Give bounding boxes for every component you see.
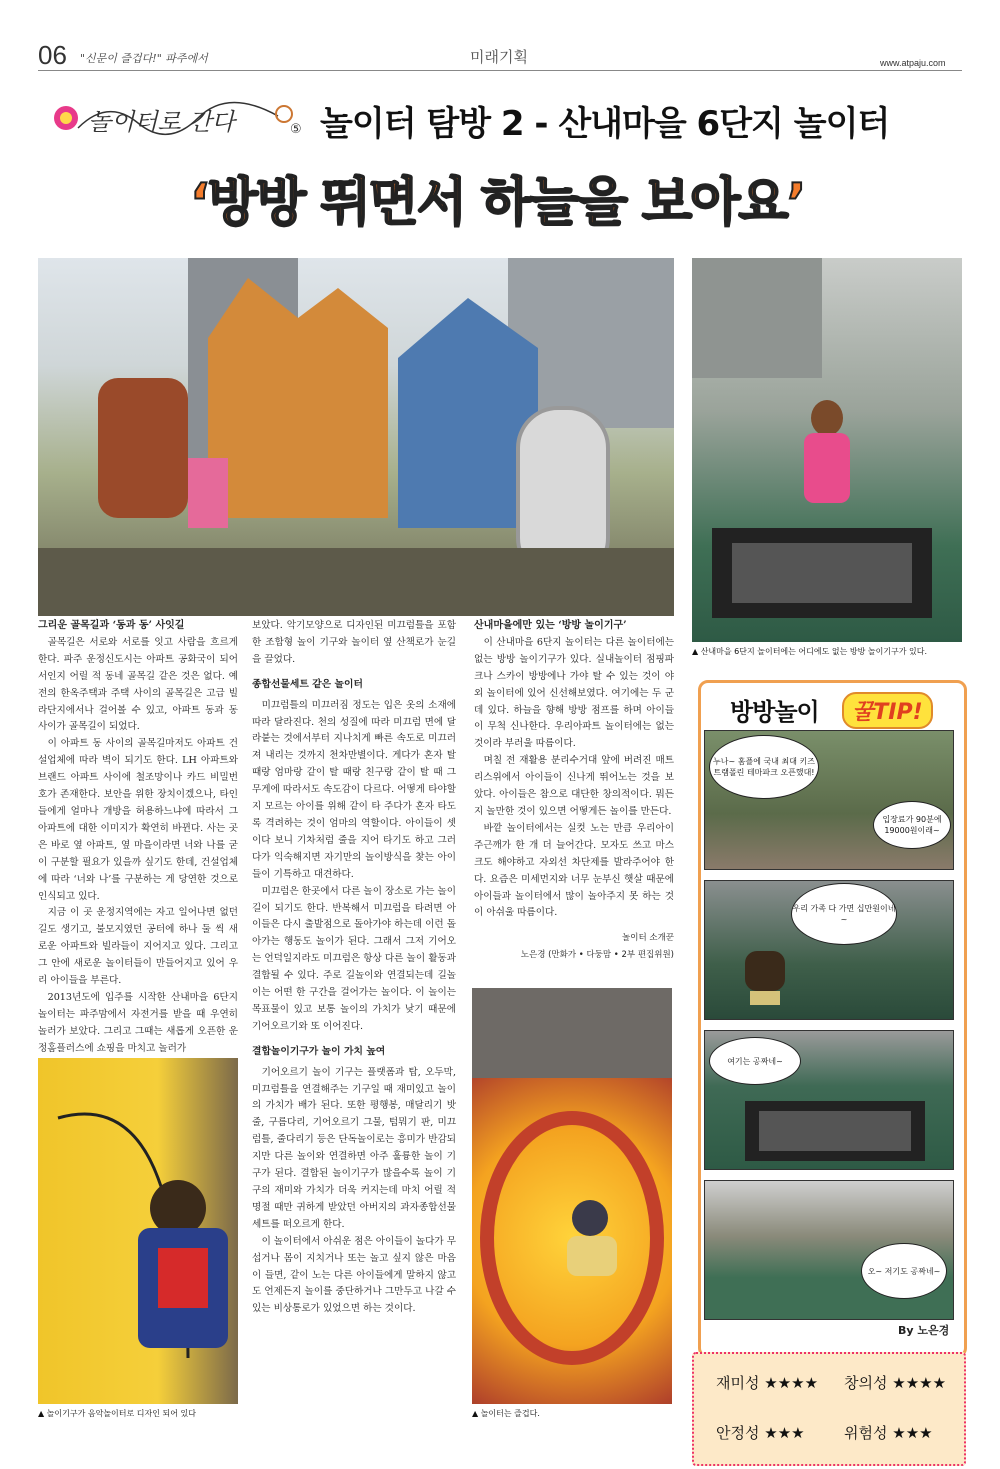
tip-photo-2 xyxy=(704,880,954,1020)
series-logo xyxy=(48,88,308,148)
rating-label: 재미성 xyxy=(716,1374,760,1392)
trampoline-icon xyxy=(745,1101,925,1161)
col2-paragraph: 이 놀이터에서 아쉬운 점은 아이들이 놀다가 무섭거나 몸이 지치거나 또는 놀고 싶지 않은 마음이 들면, 같이 노는 다른 아이들에게 말하지 않고도 언제든지 놀이를 중단하거나 그만두고 나갈 수 있는 비상통로가 있었으면 하는 것이다. xyxy=(252,1235,456,1315)
rating-box xyxy=(692,1352,966,1466)
col2-subheading: 종합선물세트 같은 놀이터 xyxy=(252,678,363,690)
column-1 xyxy=(38,618,238,1058)
series-title: 놀이터 탐방 2 - 산내마을 6단지 놀이터 xyxy=(320,104,890,144)
music-caption: ▲ 놀이기구가 음악놀이터로 디자인 되어 있다 xyxy=(38,1409,196,1418)
series-number: ⑤ xyxy=(290,122,302,137)
rating-fun xyxy=(716,1372,818,1393)
trampoline-caption: ▲ 산내마을 6단지 놀이터에는 어디에도 없는 방방 놀이기구가 있다. xyxy=(692,647,928,656)
col2-subheading: 결합놀이기구가 놀이 가치 높여 xyxy=(252,1045,386,1057)
col1-paragraph: 2013년도에 입주를 시작한 산내마을 6단지 놀이터는 파주맘에서 자전거를 받을 때 우연히 놀러가 보았다. 그리고 그때는 새롭게 오픈한 운정홈플러스에 쇼핑을 마치고 놀러가 xyxy=(38,991,238,1054)
speech-bubble: 입장료가 90분에 19000원이래~ xyxy=(873,801,951,849)
col3-paragraph: 며칠 전 재활용 분리수거대 앞에 버려진 매트리스위에서 아이들이 신나게 뛰어노는 것을 보았다. 아이들은 참으로 대단한 창의적이다. 뭐든지 놀만한 것이 있으면 어떻게든 놀이를 만든다. xyxy=(474,755,674,817)
tip-badge: 꿀TIP! xyxy=(842,692,933,729)
rocking-toy-icon xyxy=(735,941,795,1011)
tip-title: 방방놀이 xyxy=(730,698,819,726)
col2-paragraph: 미끄럼은 한곳에서 다른 놀이 장소로 가는 놀이 길이 되기도 한다. 반복해서 미끄럼을 타려면 아이들은 다시 출발점으로 돌아가야 하는데 이런 돌아가는 행동도 놀이가 된다. 그래서 그저 기어오는 언덕일지라도 미끄럼은 항상 다른 놀이 활동과 결합될 수 있다. 주로 길놀이와 연결되는데 길놀이는 어떤 한 구간을 걸어가는 놀이다. 이 놀이는 목표물이 있고 보통 놀이의 가치가 낮기 때문에 기어오르기와 또 이어진다. xyxy=(252,885,456,1032)
tunnel-photo xyxy=(472,988,672,1404)
col3-paragraph: 이 산내마을 6단지 놀이터는 다른 놀이터에는 없는 방방 놀이기구가 있다. 실내놀이터 점핑파크나 스카이 방방에나 가야 탈 수 있는 것이 야외 놀이터에 있어 신선해보였다. 여기에는 두 군데 있다. 하늘을 향해 방방 점프를 하며 아이들이 무척 신나한다. 우리아파트 놀이터에는 없는 것이라 부러울 따름이다. xyxy=(474,636,674,750)
col1-paragraph: 이 아파트 동 사이의 골목길마저도 아파트 건설업체에 따라 벽이 되기도 한다. LH 아파트와 브랜드 아파트 사이에 철조망이나 카드 비밀번호가 존재한다. 보안을 위한 장치이겠으나, 타인들에게 얼마나 개방을 허용하느냐에 따라서 그 아파트에 대한 이미지가 확연히 바뀐다. 사는 곳은 바로 옆 아파트, 옆 마을이라면 너와 나를 굳이 구분할 필요가 있을까 싶기도 한데, 건설업체에 따라 ‘너와 나’를 구분하는 게 당연한 것으로 인식되고 있다. xyxy=(38,738,238,902)
author-name: 노은경 (만화가 • 다둥맘 • 2부 편집위원) xyxy=(520,950,674,961)
rating-creativity xyxy=(844,1372,946,1393)
rating-stars: ★★★★ xyxy=(764,1374,819,1392)
rating-label: 안정성 xyxy=(716,1424,760,1442)
rating-stars: ★★★★ xyxy=(892,1374,947,1392)
tip-byline: By 노은경 xyxy=(898,1324,950,1337)
trampoline-photo xyxy=(692,258,962,642)
rating-label: 위험성 xyxy=(844,1424,888,1442)
headline: ‘방방 뛰면서 하늘을 보아요’ xyxy=(190,173,805,233)
rating-safety xyxy=(716,1422,805,1443)
col1-paragraph: 골목길은 서로와 서로를 잇고 사람을 흐르게 한다. 파주 운정신도시는 아파트 공화국이 되어서인지 어릴 적 동네 골목길 같은 것은 없다. 예전의 한옥주택과 주택 사이의 골목길은 고급 빌라단지에서나 걸어볼 수 있고, 아파트 동과 동 사이가 골목길이 되었다. xyxy=(38,636,238,733)
rating-risk xyxy=(844,1422,933,1443)
col1-title: 그리운 골목길과 ‘동과 동’ 사잇길 xyxy=(38,620,185,631)
tip-photo-4 xyxy=(704,1180,954,1320)
column-2 xyxy=(252,618,456,1318)
logo-text: 놀이터로 간다 xyxy=(88,108,235,136)
speech-bubble: 오~ 저기도 공짜네~ xyxy=(861,1243,947,1299)
speech-bubble: 누나~ 홈플에 국내 최대 키즈 트램폴린 테마파크 오픈했대! xyxy=(709,735,819,799)
rating-stars: ★★★ xyxy=(892,1424,933,1442)
site-url[interactable]: www.atpaju.com xyxy=(880,58,946,68)
column-3 xyxy=(474,618,674,964)
music-wall-photo xyxy=(38,1058,238,1404)
tip-photo-3 xyxy=(704,1030,954,1170)
col3-title: 산내마을에만 있는 ‘방방 놀이기구’ xyxy=(474,620,627,631)
col3-paragraph: 바깥 놀이터에서는 실컷 노는 만큼 우리아이 주근깨가 한 개 더 늘어간다. 모자도 쓰고 마스크도 해야하고 자외선 차단제를 발라주어야 한다. 요즘은 미세먼지와 너무 눈부신 햇살 때문에 아이들과 놀이터에서 많이 놀아주지 못 하는 것이 아쉬울 따름이다. xyxy=(474,822,674,919)
header-divider xyxy=(38,70,962,71)
speech-bubble: 여기는 공짜네~ xyxy=(709,1037,801,1085)
tip-photo-1 xyxy=(704,730,954,870)
header-slogan: "신문이 즐겁다!" 파주에서 xyxy=(80,52,208,65)
author-role: 놀이터 소개꾼 xyxy=(622,933,674,944)
playground-photo xyxy=(38,258,674,616)
rating-label: 창의성 xyxy=(844,1374,888,1392)
page-number: 06 xyxy=(38,40,67,70)
rating-stars: ★★★ xyxy=(764,1424,805,1442)
section-name: 미래기획 xyxy=(470,48,528,66)
col2-paragraph: 보았다. 악기모양으로 디자인된 미끄럼틀을 포함한 조합형 놀이 기구와 놀이터 옆 산책로가 눈길을 끌었다. xyxy=(252,620,456,665)
col2-paragraph: 미끄럼틀의 미끄러짐 정도는 입은 옷의 소재에 따라 달라진다. 천의 성질에 따라 미끄럼 면에 달라붙는 것에서부터 지나치게 빠른 속도로 미끄러져 내리는 것까지 천차만별이다. 게다가 혼자 탈 때랑 엄마랑 같이 탈 때랑 친구랑 같이 탈 때 그 무게에 따라서도 속도감이 다르다. 어떻게 타야할 지 모르는 아이를 위해 같이 타 주다가 혼자 타도록 격려하는 것이 엄마의 역할이다. 아이들이 셋이다 보니 기차처럼 줄을 지어 타기도 하고 그러다가 익숙해지면 자기만의 놀이방식을 찾는 아이들이 기특하고 대견하다. xyxy=(252,699,456,880)
tunnel-caption: ▲ 놀이터는 즐겁다. xyxy=(472,1409,540,1418)
speech-bubble: 우리 가족 다 가면 십만원이네~ xyxy=(791,883,897,945)
col2-paragraph: 기어오르기 놀이 기구는 플랫폼과 탑, 오두막, 미끄럼틀을 연결해주는 기구일 때 재미있고 놀이의 가치가 배가 된다. 또한 평행봉, 매달리기 밧줄, 구름다리, 기어오르기 그물, 텀뭐기 판, 미끄럼틀, 줄다리기 등은 단독놀이로는 흥미가 반감되지만 다른 놀이와 연결하면 아주 훌륭한 놀이 기구가 된다. 결합된 놀이기구가 많을수록 놀이 기구의 재미와 가치가 더욱 커지는데 마치 어릴 적 명절 때만 귀하게 받았던 아버지의 과자종합선물세트를 떠오르게 한다. xyxy=(252,1066,456,1230)
col1-paragraph: 지금 이 곳 운정지역에는 자고 일어나면 없던 길도 생기고, 불모지였던 공터에 하나 둘 씩 새로운 아파트와 빌라들이 지어지고 있다. 그리고 그 안에 새로운 놀이터들이 만들어지고 있어 우리 아이들을 부른다. xyxy=(38,907,238,987)
